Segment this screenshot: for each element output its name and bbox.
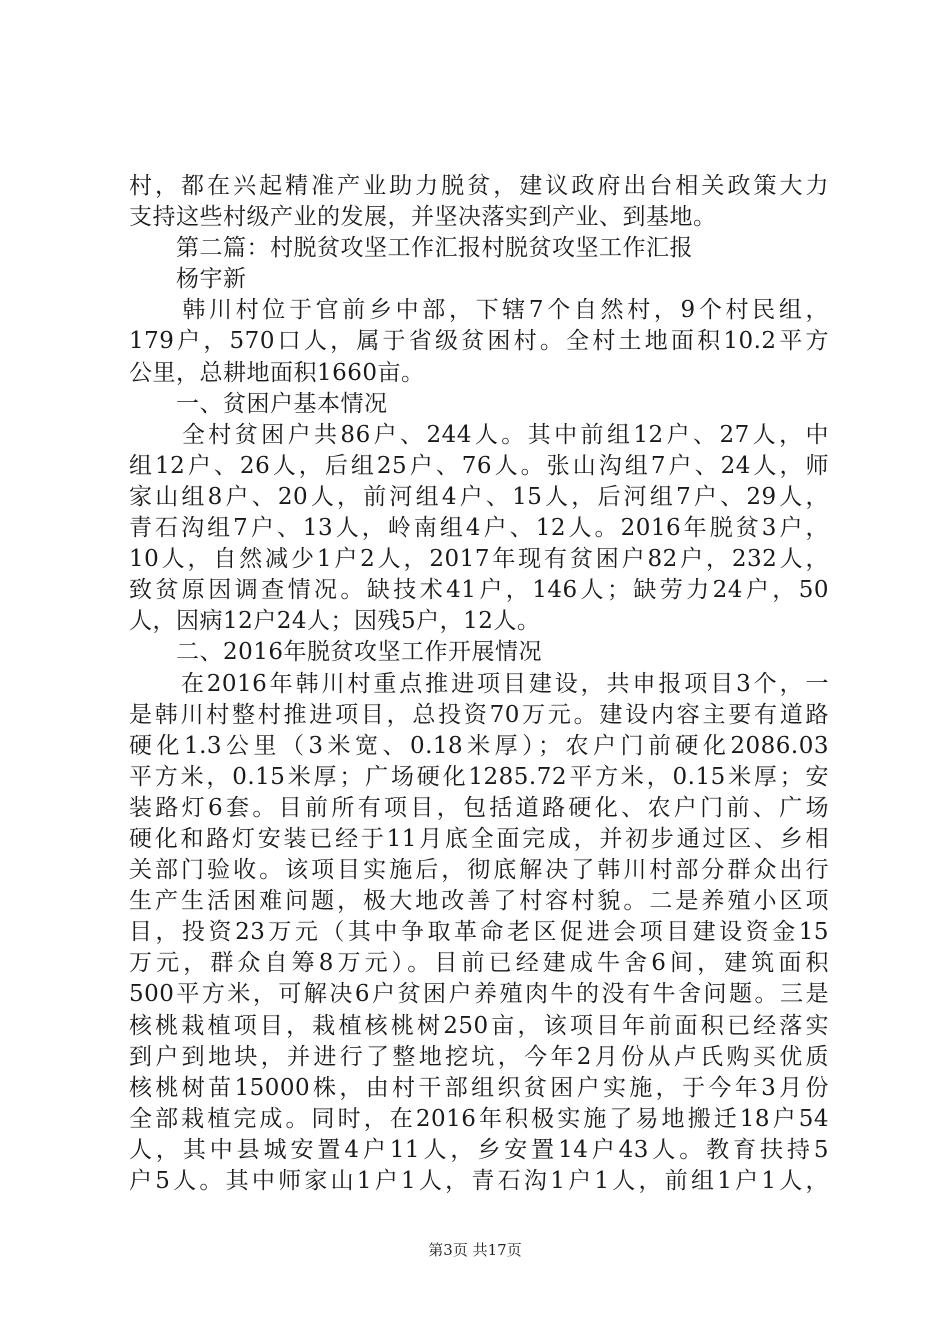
text-line: 生产生活困难问题，极大地改善了村容村貌。二是养殖小区项 bbox=[129, 888, 829, 915]
text-line: 一、贫困户基本情况 bbox=[129, 390, 388, 417]
text-line: 硬化1.3公里（3米宽、0.18米厚）；农户门前硬化2086.03 bbox=[129, 732, 829, 759]
text-line: 人，其中县城安置4户11人，乡安置14户43人。教育扶持5 bbox=[129, 1136, 829, 1163]
text-line: 支持这些村级产业的发展，并坚决落实到产业、到基地。 bbox=[129, 204, 717, 231]
text-line: 杨宇新 bbox=[129, 266, 247, 293]
text-line: 关部门验收。该项目实施后，彻底解决了韩川村部分群众出行 bbox=[129, 857, 829, 884]
text-line: 179户，570口人，属于省级贫困村。全村土地面积10.2平方 bbox=[129, 328, 829, 355]
text-line: 硬化和路灯安装已经于11月底全面完成，并初步通过区、乡相 bbox=[129, 825, 829, 852]
text-line: 在2016年韩川村重点推进项目建设，共申报项目3个，一 bbox=[129, 670, 829, 697]
text-line: 10人，自然减少1户2人，2017年现有贫困户82户，232人， bbox=[129, 546, 829, 573]
text-line: 目，投资23万元（其中争取革命老区促进会项目建设资金15 bbox=[129, 919, 829, 946]
text-line: 家山组8户、20人，前河组4户、15人，后河组7户、29人， bbox=[129, 483, 829, 510]
text-line: 组12户、26人，后组25户、76人。张山沟组7户、24人，师 bbox=[129, 452, 829, 479]
text-line: 核桃树苗15000株，由村干部组织贫困户实施，于今年3月份 bbox=[129, 1074, 829, 1101]
text-line: 全部栽植完成。同时，在2016年积极实施了易地搬迁18户54 bbox=[129, 1105, 829, 1132]
document-body bbox=[129, 171, 829, 1197]
text-line: 到户到地块，并进行了整地挖坑，今年2月份从卢氏购买优质 bbox=[129, 1043, 829, 1070]
text-line: 装路灯6套。目前所有项目，包括道路硬化、农户门前、广场 bbox=[129, 794, 829, 821]
text-line: 村，都在兴起精准产业助力脱贫，建议政府出台相关政策大力 bbox=[129, 173, 829, 199]
text-line: 青石沟组7户、13人，岭南组4户、12人。2016年脱贫3户， bbox=[129, 515, 829, 542]
text-line: 平方米，0.15米厚；广场硬化1285.72平方米，0.15米厚；安 bbox=[129, 763, 829, 790]
text-line: 二、2016年脱贫攻坚工作开展情况 bbox=[129, 639, 543, 666]
text-line: 全村贫困户共86户、244人。其中前组12户、27人，中 bbox=[129, 421, 829, 448]
text-line: 人，因病12户24人；因残5户，12人。 bbox=[129, 608, 541, 635]
text-line: 500平方米，可解决6户贫困户养殖肉牛的没有牛舍问题。三是 bbox=[129, 981, 829, 1008]
text-line: 韩川村位于官前乡中部，下辖7个自然村，9个村民组， bbox=[129, 297, 829, 324]
text-line: 万元，群众自筹8万元）。目前已经建成牛舍6间，建筑面积 bbox=[129, 950, 829, 977]
text-line: 是韩川村整村推进项目，总投资70万元。建设内容主要有道路 bbox=[129, 701, 829, 728]
text-line: 核桃栽植项目，栽植核桃树250亩，该项目年前面积已经落实 bbox=[129, 1012, 829, 1039]
page-footer: 第3页 共17页 bbox=[428, 1241, 522, 1259]
text-line: 户5人。其中师家山1户1人，青石沟1户1人，前组1户1人， bbox=[129, 1168, 829, 1194]
text-line: 致贫原因调查情况。缺技术41户，146人；缺劳力24户，50 bbox=[129, 577, 829, 604]
text-line: 公里，总耕地面积1660亩。 bbox=[129, 359, 425, 386]
text-line: 第二篇：村脱贫攻坚工作汇报村脱贫攻坚工作汇报 bbox=[129, 235, 693, 262]
